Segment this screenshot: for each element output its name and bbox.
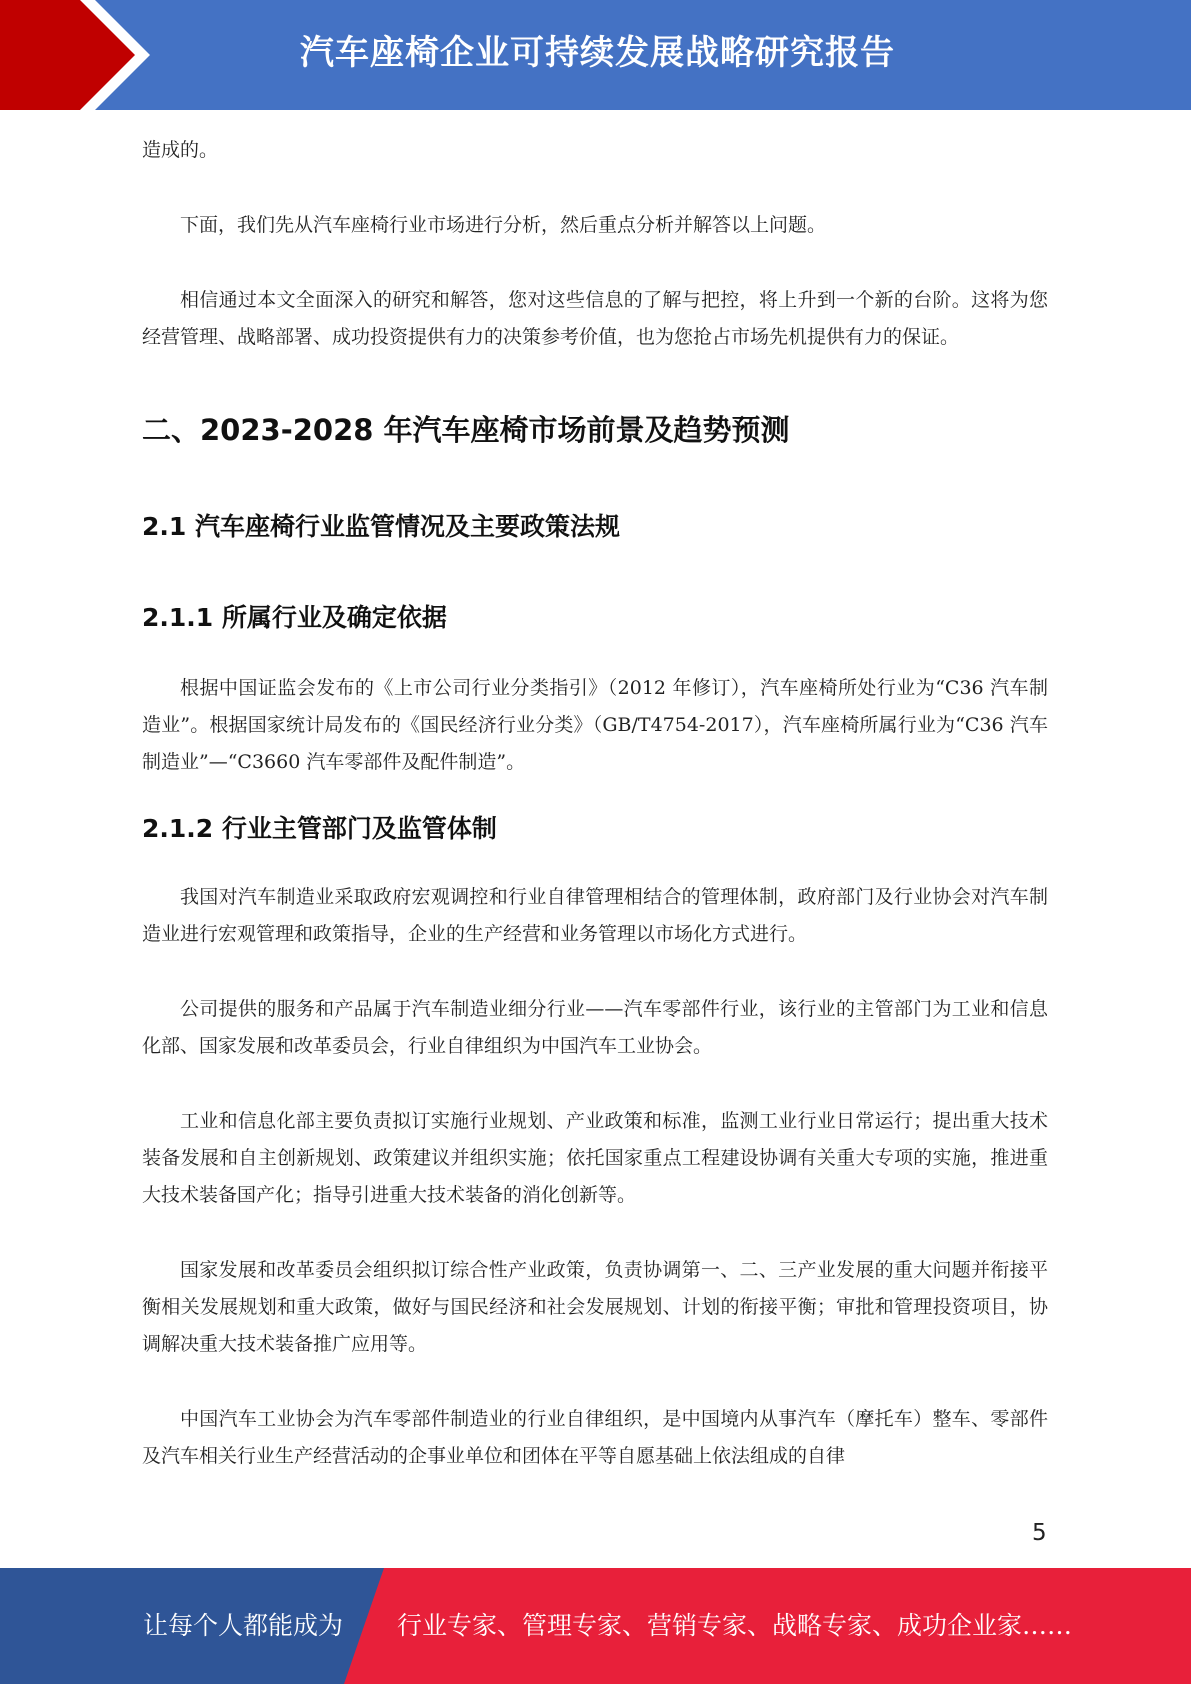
subsubsection-heading-2-1-1: 2.1.1 所属行业及确定依据 [142,603,447,632]
paragraph-2-1-2-d: 国家发展和改革委员会组织拟订综合性产业政策，负责协调第一、二、三产业发展的重大问题并衔接平衡相关发展规划和重大政策，做好与国民经济和社会发展规划、计划的衔接平衡；审批和管理投资项目，协调解决重大技术装备推广应用等。 [142,1259,1048,1355]
page-content [142,132,1048,1475]
paragraph-2-1-2-c: 工业和信息化部主要负责拟订实施行业规划、产业政策和标准，监测工业行业日常运行；提出重大技术装备发展和自主创新规划、政策建议并组织实施；依托国家重点工程建设协调有关重大专项的实施，推进重大技术装备国产化；指导引进重大技术装备的消化创新等。 [142,1110,1048,1206]
paragraph-2-1-2-a: 我国对汽车制造业采取政府宏观调控和行业自律管理相结合的管理体制，政府部门及行业协会对汽车制造业进行宏观管理和政策指导，企业的生产经营和业务管理以市场化方式进行。 [142,886,1048,945]
page-header [0,0,1191,110]
paragraph-2-1-1: 根据中国证监会发布的《上市公司行业分类指引》（2012 年修订），汽车座椅所处行业为“C36 汽车制造业”。根据国家统计局发布的《国民经济行业分类》（GB/T4754-2017），汽车座椅所属行业为“C36 汽车制造业”—“C3660 汽车零部件及配件制造”。 [142,677,1048,773]
paragraph-2-1-2-e: 中国汽车工业协会为汽车零部件制造业的行业自律组织，是中国境内从事汽车（摩托车）整车、零部件及汽车相关行业生产经营活动的企事业单位和团体在平等自愿基础上依法组成的自律 [142,1408,1048,1467]
footer-slogan-left: 让每个人都能成为 [143,1611,344,1640]
page-number: 5 [1032,1520,1047,1546]
subsection-heading-2-1: 2.1 汽车座椅行业监管情况及主要政策法规 [142,512,620,541]
paragraph-next: 下面，我们先从汽车座椅行业市场进行分析，然后重点分析并解答以上问题。 [180,214,827,236]
paragraph-believe: 相信通过本文全面深入的研究和解答，您对这些信息的了解与把控，将上升到一个新的台阶。这将为您经营管理、战略部署、成功投资提供有力的决策参考价值，也为您抢占市场先机提供有力的保证。 [142,289,1048,348]
paragraph-intro-tail: 造成的。 [142,139,219,161]
report-title: 汽车座椅企业可持续发展战略研究报告 [300,33,895,73]
page-footer [0,1568,1191,1684]
paragraph-2-1-2-b: 公司提供的服务和产品属于汽车制造业细分行业——汽车零部件行业，该行业的主管部门为工业和信息化部、国家发展和改革委员会，行业自律组织为中国汽车工业协会。 [142,998,1048,1057]
section-heading-2: 二、2023-2028 年汽车座椅市场前景及趋势预测 [142,413,790,447]
subsubsection-heading-2-1-2: 2.1.2 行业主管部门及监管体制 [142,814,497,843]
footer-slogan-right: 行业专家、管理专家、营销专家、战略专家、成功企业家…… [397,1611,1073,1640]
